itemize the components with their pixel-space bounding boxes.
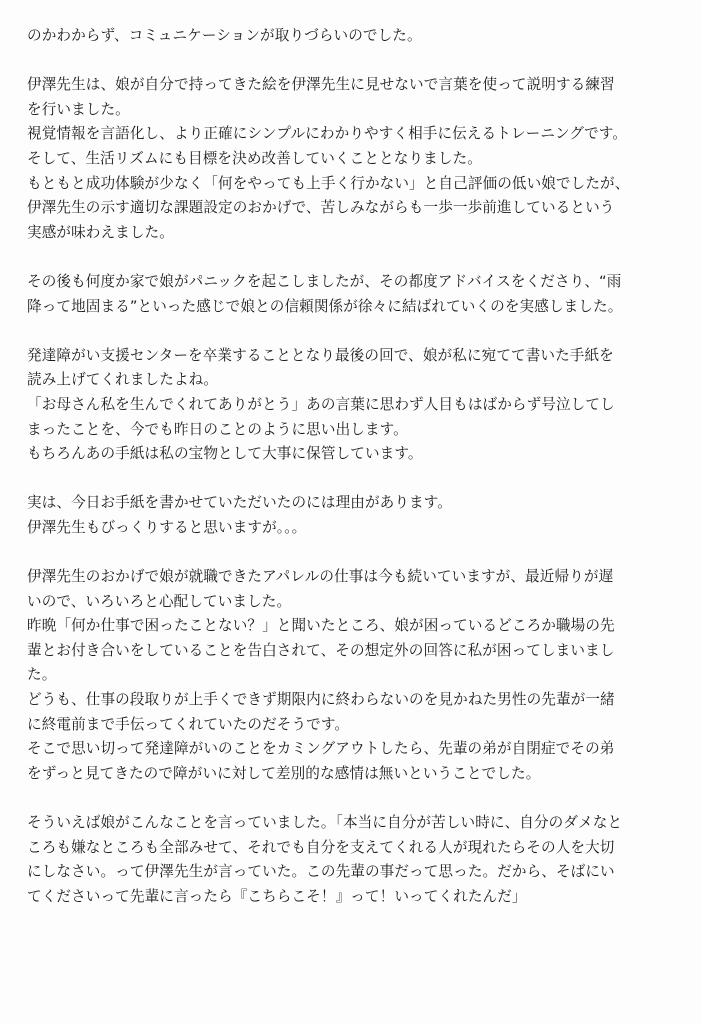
text-line: もともと成功体験が少なく「何をやっても上手く行かない」と自己評価の低い娘でしたが、 <box>27 174 630 192</box>
text-line: 伊澤先生の示す適切な課題設定のおかげで、苦しみながらも一歩一歩前進しているという <box>27 199 615 217</box>
text-line: にしなさい。って伊澤先生が言っていた。この先輩の事だって思った。だから、そばにい <box>27 863 615 881</box>
text-line: に終電前まで手伝ってくれていたのだそうです。 <box>27 715 350 733</box>
text-line: のかわからず、コミュニケーションが取りづらいのでした。 <box>27 27 422 44</box>
text-line: どうも、仕事の段取りが上手くできず期限内に終わらないのを見かねた男性の先輩が一緒 <box>27 691 615 709</box>
text-line: 伊澤先生は、娘が自分で持ってきた絵を伊澤先生に見せないで言葉を使って説明する練習 <box>27 76 615 94</box>
text-line: そこで思い切って発達障がいのことをカミングアウトしたら、先輩の弟が自閉症でその弟 <box>27 740 615 758</box>
text-line: 伊澤先生もびっくりすると思いますが。。。 <box>27 518 307 536</box>
text-line: そして、生活リズムにも目標を決め改善していくこととなりました。 <box>27 149 482 167</box>
text-line: そういえば娘がこんなことを言っていました。「本当に自分が苦しい時に、自分のダメなと <box>27 814 623 831</box>
text-line: ころも嫌なところも全部みせて、それでも自分を支えてくれる人が現れたらその人を大切 <box>27 838 615 856</box>
text-line: 実感が味わえました。 <box>27 223 174 241</box>
text-line: 実は、今日お手紙を書かせていただいたのには理由があります。 <box>27 494 452 512</box>
text-line: 降って地固まる”といった感じで娘との信頼関係が徐々に結ばれていくのを実感しました。 <box>27 297 623 315</box>
paragraph <box>27 565 687 786</box>
text-line: てくださいって先輩に言ったら『こちらこそ！』って！いってくれたんだ」 <box>27 887 527 905</box>
text-line: 昨晩「何か仕事で困ったことない？」と聞いたところ、娘が困っているどころか職場の先 <box>27 617 615 635</box>
text-line: をずっと見てきたので障がいに対して差別的な感情は無いということでした。 <box>27 764 541 782</box>
text-line: 読み上げてくれましたよね。 <box>27 371 219 389</box>
letter-body <box>27 24 687 909</box>
text-line: もちろんあの手紙は私の宝物として大事に保管しています。 <box>27 445 423 463</box>
paragraph <box>27 270 687 319</box>
text-line: を行いました。 <box>27 100 130 118</box>
text-line: 発達障がい支援センターを卒業することとなり最後の回で、娘が私に宛てて書いた手紙を <box>27 346 614 364</box>
text-line: た。 <box>27 666 57 684</box>
text-line: 伊澤先生のおかげで娘が就職できたアパレルの仕事は今も続いていますが、最近帰りが遅 <box>27 568 614 586</box>
paragraph <box>27 811 687 909</box>
paragraph <box>27 491 687 540</box>
text-line: 視覚情報を言語化し、より正確にシンプルにわかりやすく相手に伝えるトレーニングです。 <box>27 125 628 143</box>
paragraph <box>27 344 687 467</box>
paragraph <box>27 73 687 245</box>
text-line: いので、いろいろと心配していました。 <box>27 592 292 610</box>
text-line: まったことを、今でも昨日のことのように思い出します。 <box>27 420 408 438</box>
text-line: その後も何度か家で娘がパニックを起こしましたが、その都度アドバイスをくださり、“雨 <box>27 272 622 290</box>
paragraph <box>27 24 687 49</box>
text-line: 「お母さん私を生んでくれてありがとう」あの言葉に思わず人目もはばからず号泣してし <box>27 395 615 413</box>
text-line: 輩とお付き合いをしていることを告白されて、その想定外の回答に私が困ってしまいまし <box>27 641 615 659</box>
